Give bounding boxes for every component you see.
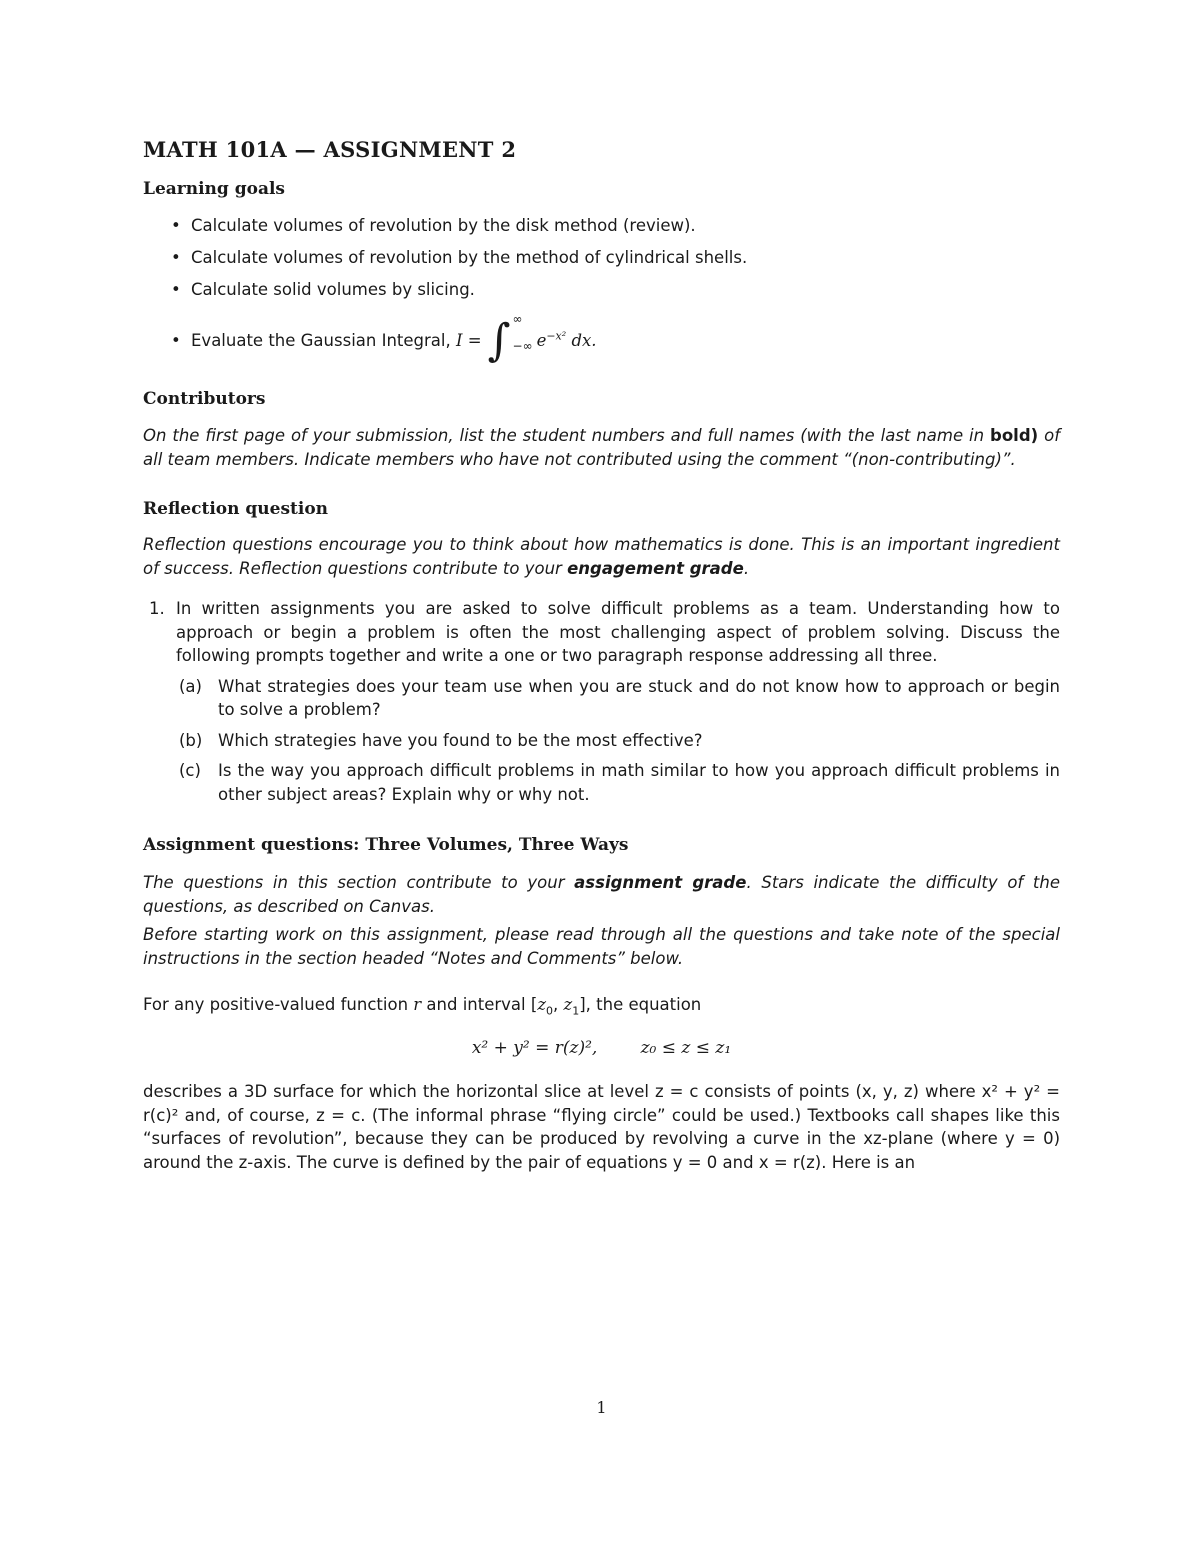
reflection-heading: Reflection question [143, 499, 329, 519]
bullet-icon: • [171, 280, 181, 299]
assignment-heading: Assignment questions: Three Volumes, Three Ways [143, 835, 629, 855]
learning-goals-heading: Learning goals [143, 179, 285, 199]
list-item: • Calculate solid volumes by slicing. [143, 278, 1043, 310]
assignment-lead: For any positive-valued function r and interval [$z_0$, $z_1$], the equation [143, 995, 702, 1018]
contributors-text: On the first page of your submission, list the student numbers and full names (with the last name in bold) of all team members. Indicate members who have not contributed using the comment “(non-contributing)”. [143, 426, 1061, 469]
reflection-intro: Reflection questions encourage you to think about how mathematics is done. This is an important ingredient of success. Reflection questions contribute to your engagement grade. [143, 535, 1060, 578]
learning-goals-list [143, 214, 1043, 368]
reflection-subitem-c: (c) Is the way you approach difficult problems in math similar to how you approach difficult problems in other subject areas? Explain why or why not. [179, 761, 1060, 804]
page-title: MATH 101A — ASSIGNMENT 2 [143, 137, 517, 162]
bullet-icon: • [171, 216, 181, 235]
contributors-heading: Contributors [143, 389, 266, 409]
integral-limits: ∞ −∞ [512, 312, 533, 353]
assignment-instructions: Before starting work on this assignment, please read through all the questions and take note of the special instructions in the section headed “Notes and Comments” below. [143, 925, 1060, 968]
integral-symbol: ∫ [487, 315, 511, 366]
assignment-body: describes a 3D surface for which the horizontal slice at level z = c consists of points (x, y, z) where x² + y² = r(c)² and, of course, z = c. (The informal phrase “flying circle” could be used.) Textbooks call shapes like this “surfaces of revolution”, because they can be produced by revolving a curve in the xz-plane (where y = 0) around the z-axis. The curve is defined by the pair of equations y = 0 and x = r(z). Here is an [143, 1082, 1060, 1172]
assignment-intro: The questions in this section contribute to your assignment grade. Stars indicate the difficulty of the questions, as described on Canvas. [143, 873, 1060, 916]
display-equation: x² + y² = r(z)², z₀ ≤ z ≤ z₁ [471, 1038, 732, 1058]
bullet-icon: • [171, 248, 181, 267]
page-number: 1 [596, 1398, 607, 1417]
list-item-gaussian: • Evaluate the Gaussian Integral, I = ∫ ∞ −∞ $e^{-x^2}$ dx. [171, 312, 597, 366]
reflection-question: 1. In written assignments you are asked to solve difficult problems as a team. Understanding how to approach or begin a problem is often the most challenging aspect of problem solving. Discuss the following prompts together and write a one or two paragraph response addressing all three. [149, 599, 1060, 665]
reflection-subitem-a: (a) What strategies does your team use when you are stuck and do not know how to approach or begin to solve a problem? [179, 676, 1060, 719]
integrand: $e^{-x^2}$ [536, 329, 567, 351]
integral-lhs: I = [455, 331, 482, 351]
bullet-icon: • [171, 331, 181, 350]
reflection-subitem-b: (b) Which strategies have you found to be the most effective? [179, 730, 703, 750]
integral-dx: dx. [571, 331, 597, 351]
list-item: • Calculate volumes of revolution by the method of cylindrical shells. [143, 246, 1043, 278]
reflection-question-list [143, 597, 1060, 806]
list-item: • Calculate volumes of revolution by the disk method (review). [143, 214, 1043, 246]
